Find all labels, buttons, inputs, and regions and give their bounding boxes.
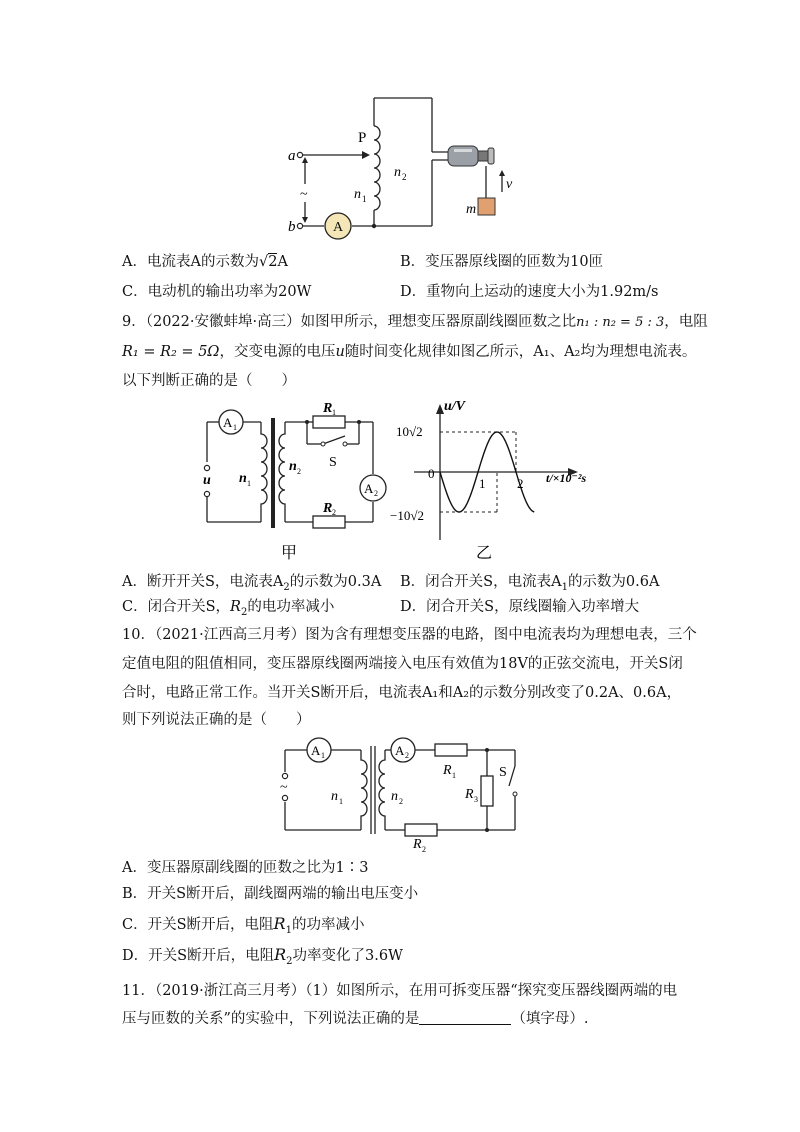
y-tick-origin: 0 [428,466,435,481]
option-text: 闭合开关S，原线圈输入功率增大 [426,599,640,615]
stem-text: 均为理想电流表。 [580,344,697,360]
label-R3: R [465,787,474,802]
label-R2-sub: 2 [422,845,426,854]
option-text: 电流表A的示数为 [146,254,259,270]
option-letter: D． [400,284,427,300]
turns-ratio: n₁ : n₂ = 5 : 3 [576,315,665,330]
option-sub: 2 [286,955,293,967]
ammeter-a2-sub: 2 [374,489,378,498]
option-letter: B． [122,886,148,902]
q10-option-a[interactable] [122,858,368,878]
stem-text: 合时，电路正常工作。当开关S断开后，电流表 [122,685,422,701]
option-letter: D． [400,599,427,615]
q10-stem-line1 [122,625,697,645]
label-S: S [329,455,337,470]
option-symbol: R [273,914,286,933]
label-n1: n [354,187,361,202]
label-n2-sub: 2 [399,797,403,806]
option-text: 的示数为0.3A [289,574,382,590]
question-source: （2019·浙江高三月考） [154,983,306,999]
question-number: 10． [122,627,155,643]
resistance-equation: R₁ = R₂ = 5Ω [122,344,220,360]
label-R2-sub: 2 [332,508,336,517]
voltage-symbol: u [335,344,345,360]
label-v: v [506,177,513,192]
y-tick-min: −10√2 [390,508,424,523]
ammeter-a1-sub: 1 [321,751,325,760]
stem-text: 图为含有理想变压器的电路，图中电流表均为理想电表，三个 [305,627,697,643]
y-tick-max: 10√2 [396,424,423,439]
q9-option-d[interactable] [400,597,639,617]
option-letter: A． [122,860,147,876]
q8-option-a[interactable]: A．电流表A的示数为√2A [122,254,288,270]
sqrt-value: 2 [268,254,278,270]
figure-caption-jia: 甲 [281,545,298,562]
terminal [282,773,287,778]
arrow-down-icon [302,217,308,223]
ammeter-symbol: A₁ [421,685,439,701]
option-text: 开关S断开后，副线圈两端的输出电压变小 [147,886,419,902]
label-n2: n [391,789,398,804]
ammeter-a1-label: A [311,743,321,758]
label-P: P [358,130,367,146]
label-n2: n [289,459,297,474]
label-R3-sub: 3 [474,795,478,804]
answer-blank[interactable] [419,1010,511,1025]
q9-option-b[interactable] [400,572,659,598]
label-n2-sub: 2 [402,172,407,182]
stem-text: 定值电阻的阻值相同，变压器原线圈两端接入电压有效值为18V的正弦交流电，开关S闭 [122,656,683,672]
label-b: b [288,219,296,235]
option-text: 的电功率减小 [247,599,335,615]
switch-contact [513,792,517,796]
y-axis-label: u/V [444,399,466,414]
ammeter-a2-sub: 2 [405,751,409,760]
label-n2-sub: 2 [297,467,301,476]
label-m: m [466,202,477,217]
stem-text: （填字母）. [511,1011,589,1027]
q11-stem-line1 [122,981,677,1001]
terminal [204,491,209,496]
option-text: 闭合开关S， [147,599,231,615]
junction-dot [372,224,376,228]
label-R1-sub: 1 [332,408,336,417]
x-tick-1: 1 [479,476,486,491]
stem-text: （1）如图所示，在用可拆变压器“探究变压器线圈两端的电 [305,983,678,999]
junction-dot [485,828,489,832]
option-text: 功率变化了3.6W [292,948,403,964]
option-text: 闭合开关S，电流表A [425,574,562,590]
stem-text: 和 [438,685,453,701]
q11-stem-line2 [122,1009,589,1029]
junction-dot [305,420,309,424]
ammeter-a1-sub: 1 [233,423,237,432]
stem-text: 随时间变化规律如图乙所示， [344,344,534,360]
q9-voltage-chart [390,398,630,568]
label-n1: n [239,471,247,486]
q8-circuit-figure [280,90,520,240]
option-sub: 1 [285,924,292,936]
ammeter-a2-label: A [395,743,405,758]
option-unit: A [277,254,288,270]
label-n1: n [331,789,338,804]
label-n1-sub: 1 [247,479,251,488]
figure-caption-yi: 乙 [476,545,493,562]
option-text: 断开开关S，电流表A [146,574,284,590]
q9-stem-line3 [122,371,296,391]
option-sub: 1 [561,581,568,593]
switch-contact [343,442,347,446]
label-a: a [288,148,296,164]
stem-text: ，交变电源的电压 [219,344,336,360]
ammeter-symbols: A₁、A₂ [533,344,581,360]
option-letter: B． [400,254,426,270]
label-R1: R [443,763,452,778]
junction-dot [485,748,489,752]
ac-symbol: ~ [300,187,308,202]
q8-option-c[interactable] [122,282,311,302]
q8-option-b[interactable] [400,252,603,272]
junction-dot [357,420,361,424]
option-text: 开关S断开后，电阻 [148,948,275,964]
label-R2: R [323,501,333,516]
terminal [204,465,209,470]
q10-stem-line2 [122,654,683,674]
stem-text: 如图甲所示，理想变压器原副线圈匝数之比 [300,314,577,330]
terminal [282,795,287,800]
x-axis-label: t/×10⁻²s [546,471,587,485]
option-letter: D． [122,948,149,964]
q10-circuit-figure [275,736,535,856]
q8-option-d[interactable] [400,282,659,302]
stem-text: ，电阻 [664,314,708,330]
y-axis-arrow-icon [436,404,444,414]
stem-text: 以下判断正确的是（ ） [122,373,296,389]
question-number: 11． [122,983,155,999]
option-text: 的功率减小 [291,917,365,933]
arrow-up-icon [302,157,308,163]
label-R1-sub: 1 [452,771,456,780]
stem-text: 则下列说法正确的是（ ） [122,712,311,728]
option-text: 开关S断开后，电阻 [147,917,274,933]
label-n1-sub: 1 [339,797,343,806]
terminal-a [297,152,302,157]
iron-core [271,418,275,528]
x-tick-2: 2 [517,476,524,491]
ammeter-a2-label: A [364,481,374,496]
q10-option-c[interactable] [122,914,364,941]
option-text: 电动机的输出功率为20W [147,284,312,300]
q9-option-a[interactable] [122,572,381,598]
q10-stem-line4 [122,710,311,730]
option-sub: 2 [283,581,290,593]
q9-circuit-figure-jia [195,398,395,568]
option-symbol: R [230,599,241,615]
label-S: S [499,765,507,780]
stem-text: 的示数分别改变了0.2A、0.6A， [469,685,682,701]
q9-stem-line2 [122,342,696,362]
label-R1: R [323,401,333,416]
option-text: 变压器原副线圈的匝数之比为1∶3 [146,860,369,876]
label-u: u [203,473,211,488]
option-letter: C． [122,917,148,933]
question-number: 9． [122,314,146,330]
q9-stem-line1 [122,312,708,333]
velocity-arrow-icon [499,170,505,176]
q10-option-b[interactable] [122,884,418,904]
question-source: （2021·江西高三月考） [154,627,306,643]
ammeter-a1-label: A [223,415,233,430]
switch-contact [321,442,325,446]
ammeter-symbol: A₂ [452,685,470,701]
q10-option-d[interactable] [122,945,403,972]
option-text: 的示数为0.6A [567,574,660,590]
option-text: 重物向上运动的速度大小为1.92m/s [426,284,659,300]
question-source: （2022·安徽蚌埠·高三） [145,314,301,330]
option-sub: 2 [240,606,248,618]
ammeter-label: A [333,220,344,235]
stem-text: 压与匝数的关系”的实验中，下列说法正确的是 [122,1011,420,1027]
ac-symbol: ~ [280,780,288,795]
option-text: 变压器原线圈的匝数为10匝 [425,254,604,270]
label-n2: n [394,165,401,180]
mass-block-icon [478,198,495,215]
option-letter: C． [122,599,148,615]
option-letter: C． [122,284,148,300]
option-letter: A． [122,254,147,270]
label-R2: R [413,837,422,852]
q9-option-c[interactable] [122,597,334,623]
terminal-b [297,223,302,228]
label-n1-sub: 1 [362,194,367,204]
option-letter: B． [400,574,426,590]
option-letter: A． [122,574,147,590]
q10-stem-line3 [122,683,681,703]
motor-icon [448,146,494,166]
option-symbol: R [274,945,287,964]
